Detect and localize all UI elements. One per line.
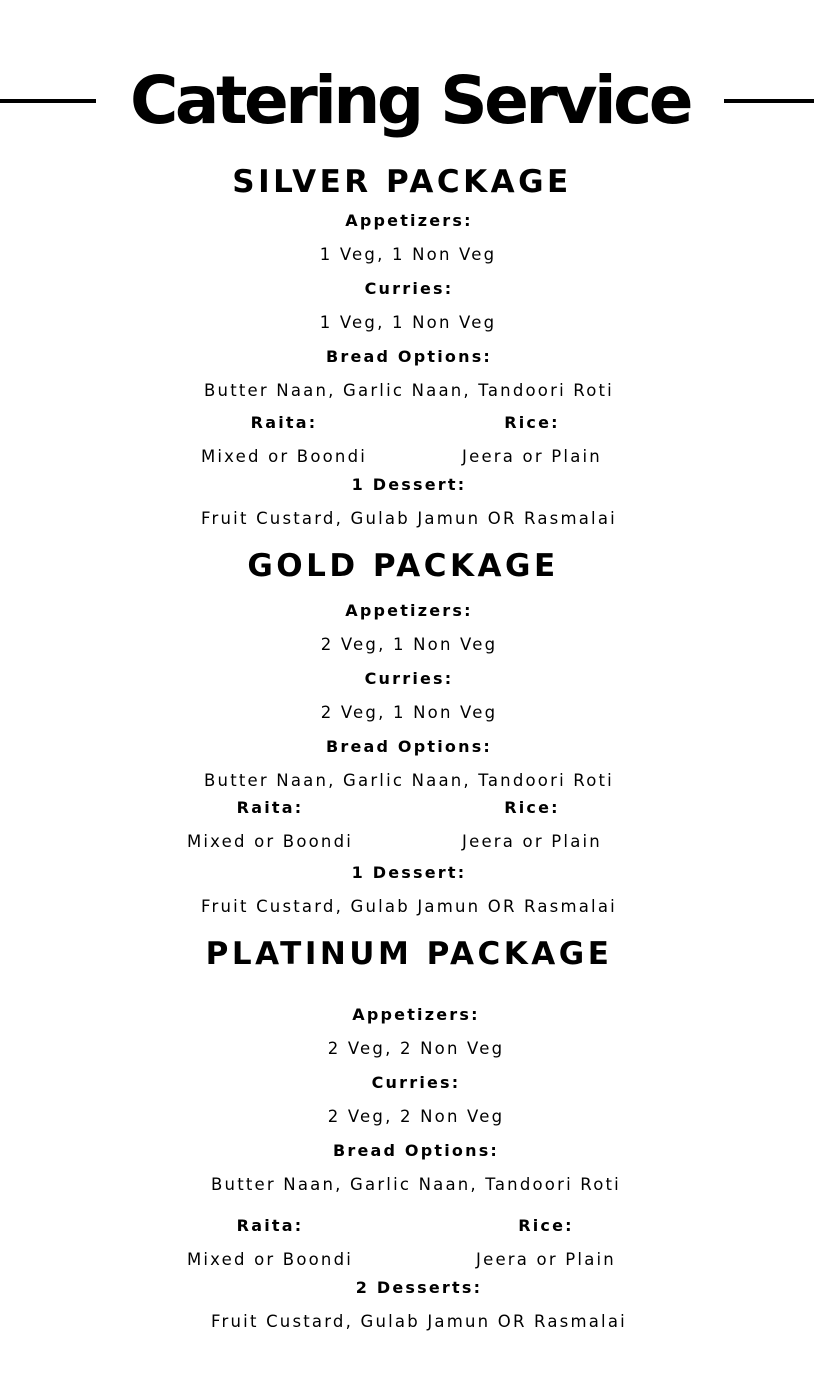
dessert-value: Fruit Custard, Gulab Jamun OR Rasmalai [201,897,617,916]
bread-options-label: Bread Options: [325,347,493,366]
rice-label: Rice: [504,798,560,817]
page-title: Catering Service [129,62,691,139]
appetizers-value: 1 Veg, 1 Non Veg [319,245,497,264]
rice-label: Rice: [518,1216,574,1235]
raita-value: Mixed or Boondi [186,1250,354,1269]
appetizers-label: Appetizers: [345,601,473,620]
bread-options-label: Bread Options: [332,1141,500,1160]
dessert-value: Fruit Custard, Gulab Jamun OR Rasmalai [211,1312,627,1331]
bread-options-value: Butter Naan, Garlic Naan, Tandoori Roti [204,381,614,400]
appetizers-label: Appetizers: [352,1005,480,1024]
appetizers-value: 2 Veg, 2 Non Veg [327,1039,505,1058]
rice-label: Rice: [504,413,560,432]
curries-value: 2 Veg, 1 Non Veg [320,703,498,722]
appetizers-value: 2 Veg, 1 Non Veg [320,635,498,654]
bread-options-label: Bread Options: [325,737,493,756]
bread-options-value: Butter Naan, Garlic Naan, Tandoori Roti [204,771,614,790]
curries-value: 1 Veg, 1 Non Veg [319,313,497,332]
curries-label: Curries: [364,669,454,688]
package-heading-silver: SILVER PACKAGE [232,164,572,200]
dessert-label: 1 Dessert: [351,863,467,882]
rice-value: Jeera or Plain [462,832,602,851]
dessert-value: Fruit Custard, Gulab Jamun OR Rasmalai [201,509,617,528]
raita-label: Raita: [236,1216,304,1235]
raita-label: Raita: [236,798,304,817]
dessert-label: 2 Desserts: [355,1278,483,1297]
curries-value: 2 Veg, 2 Non Veg [327,1107,505,1126]
title-rule-right [724,99,814,103]
raita-label: Raita: [250,413,318,432]
title-rule-left [0,99,96,103]
title-row [0,58,814,144]
dessert-label: 1 Dessert: [351,475,467,494]
rice-value: Jeera or Plain [476,1250,616,1269]
bread-options-value: Butter Naan, Garlic Naan, Tandoori Roti [211,1175,621,1194]
rice-value: Jeera or Plain [462,447,602,466]
raita-value: Mixed or Boondi [200,447,368,466]
raita-value: Mixed or Boondi [186,832,354,851]
package-heading-platinum: PLATINUM PACKAGE [205,936,613,972]
curries-label: Curries: [364,279,454,298]
appetizers-label: Appetizers: [345,211,473,230]
package-heading-gold: GOLD PACKAGE [247,548,559,584]
curries-label: Curries: [371,1073,461,1092]
